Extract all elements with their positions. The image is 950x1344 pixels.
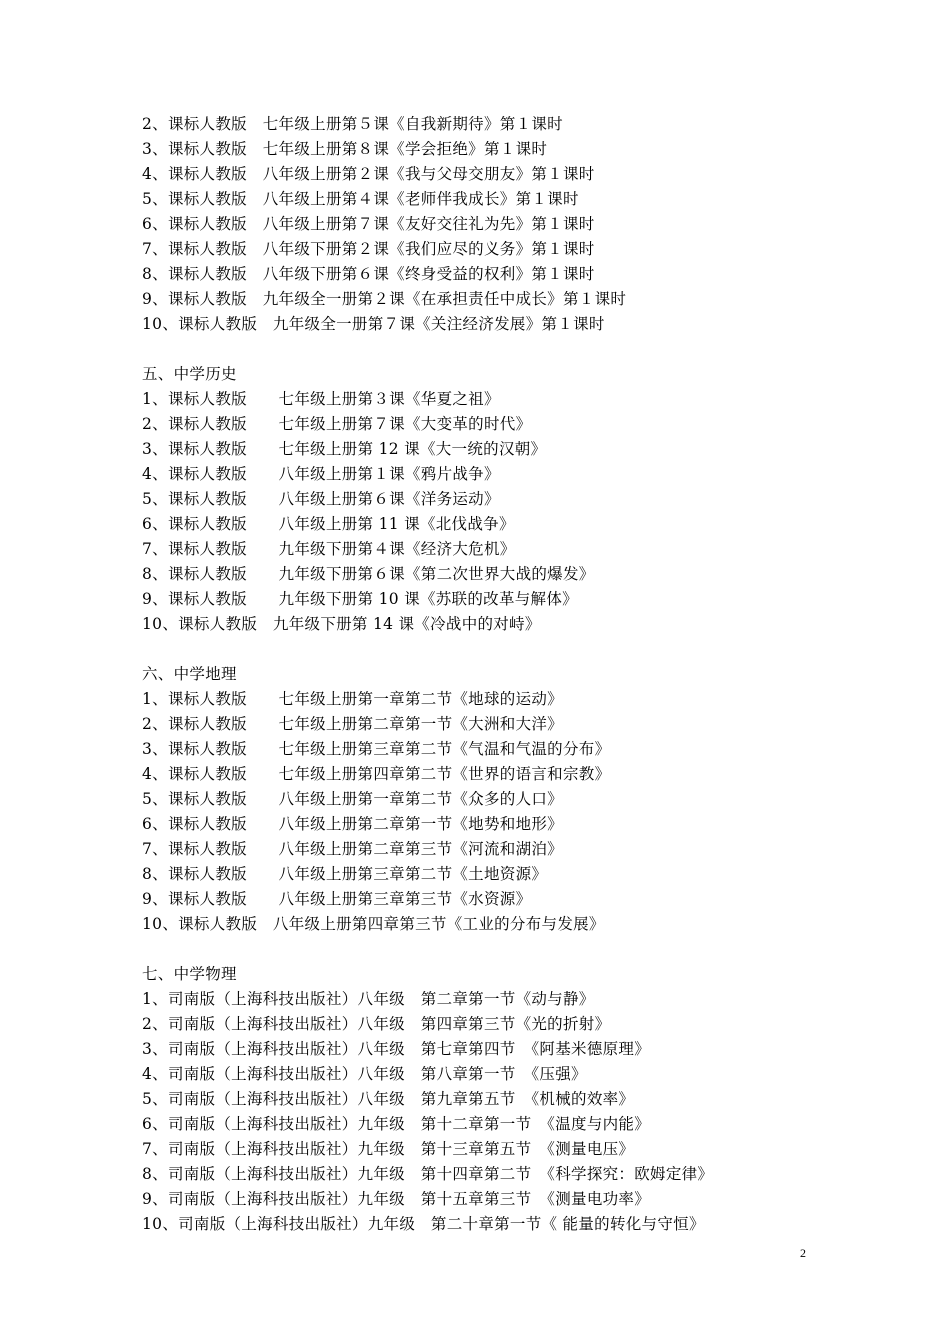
section-spacer [142,937,842,962]
list-item: 3、课标人教版 七年级上册第 12 课《大一统的汉朝》 [142,440,547,458]
section-physics [142,962,842,1237]
list-item: 6、课标人教版 八年级上册第７课《友好交往礼为先》第１课时 [142,215,595,233]
list-item: 4、课标人教版 七年级上册第四章第二节《世界的语言和宗教》 [142,765,611,783]
list-item: 10、课标人教版 九年级全一册第７课《关注经济发展》第１课时 [142,315,605,333]
list-item: 9、课标人教版 九年级下册第 10 课《苏联的改革与解体》 [142,590,578,608]
list-item: 9、课标人教版 九年级全一册第２课《在承担责任中成长》第１课时 [142,290,627,308]
list-item: 3、课标人教版 七年级上册第８课《学会拒绝》第１课时 [142,140,548,158]
list-item: 9、司南版（上海科技出版社）九年级 第十五章第三节 《测量电功率》 [142,1190,651,1208]
list-item: 1、司南版（上海科技出版社）八年级 第二章第一节《动与静》 [142,990,595,1008]
list-item: 5、课标人教版 八年级上册第４课《老师伴我成长》第１课时 [142,190,579,208]
list-item: 7、课标人教版 九年级下册第４课《经济大危机》 [142,540,516,558]
section-continuation [142,112,842,337]
list-item: 6、课标人教版 八年级上册第二章第一节《地势和地形》 [142,815,563,833]
list-item: 2、课标人教版 七年级上册第７课《大变革的时代》 [142,415,532,433]
list-item: 6、课标人教版 八年级上册第 11 课《北伐战争》 [142,515,515,533]
list-item: 7、课标人教版 八年级下册第２课《我们应尽的义务》第１课时 [142,240,595,258]
list-item: 4、课标人教版 八年级上册第１课《鸦片战争》 [142,465,500,483]
list-item: 3、司南版（上海科技出版社）八年级 第七章第四节 《阿基米德原理》 [142,1040,651,1058]
list-item: 2、课标人教版 七年级上册第５课《自我新期待》第１课时 [142,115,563,133]
list-item: 5、课标人教版 八年级上册第６课《洋务运动》 [142,490,500,508]
list-item: 1、课标人教版 七年级上册第一章第二节《地球的运动》 [142,690,563,708]
section-heading: 六、中学地理 [142,665,237,683]
list-item: 8、司南版（上海科技出版社）九年级 第十四章第二节 《科学探究：欧姆定律》 [142,1165,714,1183]
list-item: 10、课标人教版 八年级上册第四章第三节《工业的分布与发展》 [142,915,605,933]
list-item: 4、司南版（上海科技出版社）八年级 第八章第一节 《压强》 [142,1065,587,1083]
section-spacer [142,637,842,662]
list-item: 9、课标人教版 八年级上册第三章第三节《水资源》 [142,890,532,908]
list-item: 1、课标人教版 七年级上册第３课《华夏之祖》 [142,390,500,408]
list-item: 5、司南版（上海科技出版社）八年级 第九章第五节 《机械的效率》 [142,1090,635,1108]
list-item: 4、课标人教版 八年级上册第２课《我与父母交朋友》第１课时 [142,165,595,183]
list-item: 10、课标人教版 九年级下册第 14 课《冷战中的对峙》 [142,615,541,633]
list-item: 7、课标人教版 八年级上册第二章第三节《河流和湖泊》 [142,840,563,858]
list-item: 8、课标人教版 八年级上册第三章第二节《土地资源》 [142,865,548,883]
list-item: 5、课标人教版 八年级上册第一章第二节《众多的人口》 [142,790,563,808]
list-item: 6、司南版（上海科技出版社）九年级 第十二章第一节 《温度与内能》 [142,1115,651,1133]
page-number: 2 [800,1246,806,1260]
list-item: 8、课标人教版 八年级下册第６课《终身受益的权利》第１课时 [142,265,595,283]
list-item: 7、司南版（上海科技出版社）九年级 第十三章第五节 《测量电压》 [142,1140,635,1158]
section-heading: 五、中学历史 [142,365,237,383]
list-item: 10、司南版（上海科技出版社）九年级 第二十章第一节《 能量的转化与守恒》 [142,1215,705,1233]
section-geography [142,662,842,937]
document-body [142,112,842,1237]
list-item: 8、课标人教版 九年级下册第６课《第二次世界大战的爆发》 [142,565,595,583]
list-item: 3、课标人教版 七年级上册第三章第二节《气温和气温的分布》 [142,740,611,758]
list-item: 2、司南版（上海科技出版社）八年级 第四章第三节《光的折射》 [142,1015,611,1033]
section-heading: 七、中学物理 [142,965,237,983]
list-item: 2、课标人教版 七年级上册第二章第一节《大洲和大洋》 [142,715,563,733]
section-history [142,362,842,637]
section-spacer [142,337,842,362]
